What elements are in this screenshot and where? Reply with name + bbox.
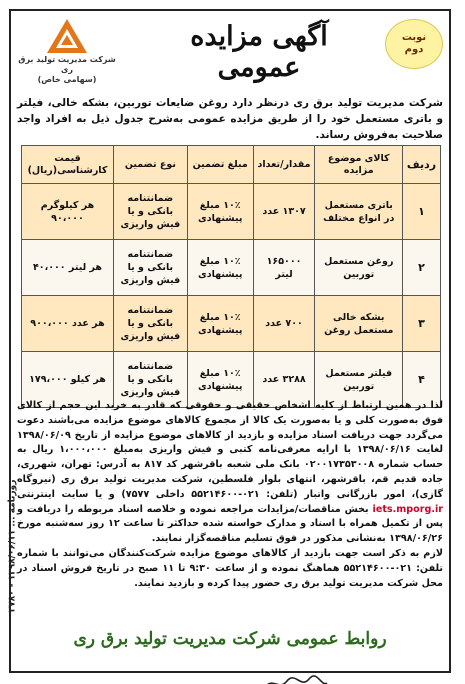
header-expert-price: قیمت کارشناسی(ریال) — [22, 146, 114, 184]
row-number: ۴ — [403, 352, 441, 408]
table-row — [22, 184, 441, 240]
round-badge-line2: دوم — [404, 44, 424, 55]
guarantee-amount: ۱۰٪ مبلغ پیشنهادی — [187, 184, 253, 240]
guarantee-type: ضمانتنامه بانکی و یا فیش واریزی — [113, 296, 187, 352]
table-header-row — [22, 146, 441, 184]
advertisement-frame — [9, 9, 451, 673]
newspaper-stamp-text: روزنامه ... ۱۳۹۸/۰۶/۱۱ - ۲۷۸۰ — [7, 479, 17, 613]
header-guarantee-amount: مبلغ تضمین — [187, 146, 253, 184]
row-number: ۳ — [403, 296, 441, 352]
item-title: بشکه خالی مستعمل روغن — [315, 296, 403, 352]
guarantee-type: ضمانتنامه بانکی و یا فیش واریزی — [113, 184, 187, 240]
handwritten-signature-icon — [261, 675, 331, 684]
guarantee-amount: ۱۰٪ مبلغ پیشنهادی — [187, 296, 253, 352]
guarantee-amount: ۱۰٪ مبلغ پیشنهادی — [187, 240, 253, 296]
logo-company-name: شرکت مدیریت تولید برق ری — [18, 55, 116, 74]
body-text — [17, 399, 443, 591]
expert-price: هر کیلوگرم ۹۰،۰۰۰ — [22, 184, 114, 240]
auction-items-table — [21, 145, 441, 408]
page-title: آگهی مزایده عمومی — [190, 21, 328, 83]
triangle-logo-icon — [45, 17, 89, 55]
footer-public-relations: روابط عمومی شرکت مدیریت تولید برق ری — [73, 629, 387, 649]
item-quantity: ۳۲۸۸ عدد — [253, 352, 315, 408]
item-quantity: ۷۰۰ عدد — [253, 296, 315, 352]
header — [11, 11, 449, 83]
round-badge-line1: نوبت — [401, 32, 427, 43]
table-row — [22, 296, 441, 352]
item-quantity: ۱۳۰۷ عدد — [253, 184, 315, 240]
round-badge — [385, 19, 443, 69]
item-title: باتری مستعمل در انواع مختلف — [315, 184, 403, 240]
table-row — [22, 240, 441, 296]
item-title: فیلتر مستعمل توربین — [315, 352, 403, 408]
header-item-title: کالای موضوع مزایده — [315, 146, 403, 184]
body-paragraph-1 — [17, 399, 443, 547]
item-title: روغن مستعمل توربین — [315, 240, 403, 296]
expert-price: هر کیلو ۱۷۹،۰۰۰ — [22, 352, 114, 408]
item-quantity: ۱۶۵۰۰۰ لیتر — [253, 240, 315, 296]
newspaper-stamp — [5, 431, 19, 661]
guarantee-amount: ۱۰٪ مبلغ پیشنهادی — [187, 352, 253, 408]
guarantee-type: ضمانتنامه بانکی و یا فیش واریزی — [113, 352, 187, 408]
body-paragraph-2: لازم به ذکر است جهت بازدید از کالاهای موضوع مزایده شرکت‌کنندگان می‌توانند با شماره تلفن: ۰۲۱-۵۵۲۱۴۶۰۰ هماهنگ نموده و از ساعت ۹:۳۰ تا ۱۱ صبح در تاریخ فروش اسناد در محل شرکت مدیریت تولید برق ری حضور پیدا کرده و بازدید نمایند. — [17, 547, 443, 589]
logo-company-type: (سهامی خاص) — [37, 75, 97, 84]
header-guarantee-type: نوع تضمین — [113, 146, 187, 184]
header-row-number: ردیف — [403, 146, 441, 184]
row-number: ۲ — [403, 240, 441, 296]
body-paragraph-1-continued: بخش مناقصات/مزایدات مراجعه نموده و خلاصه اسناد مربوطه را دریافت و پس از تکمیل همراه با اسناد و مدارک خواسته شده حداکثر تا ساعت ۱۲ روز سه‌شنبه مورخ ۱۳۹۸/۰۶/۲۶ به‌نشانی مذکور در فوق تسلیم مناقصه‌گزار نمایند. — [17, 503, 443, 545]
header-quantity: مقدار/تعداد — [253, 146, 315, 184]
row-number: ۱ — [403, 184, 441, 240]
body-paragraph-1-text: لذا در همین ارتباط از کلیه اشخاص حقیقی و حقوقی که قادر به خرید این حجم از کالای فوق به‌صورت کلی و یا به‌صورت یک کالا از مجموع کالاهای موضوع مزایده می‌باشند دعوت می‌گردد جهت دریافت اسناد مزایده و بازدید از کالاهای موضوع مزایده از تاریخ ۱۳۹۸/۰۶/۰۹ لغایت ۱۳۹۸/۰۶/۱۶ با ارایه معرفی‌نامه کتبی و فیش واریزی به‌مبلغ ۱،۰۰۰،۰۰۰ ریال به حساب شماره ۰۲۰۰۱۷۳۵۳۰۰۸ بانک ملی شعبه باقرشهر کد ۸۱۷ به آدرس: تهران، شهرری، جاده قدیم قم، باقرشهر، انتهای بلوار فلسطین، شرکت مدیریت تولید برق ری (نیروگاه گازی)، امور بازرگانی واتبار (تلفن: ۰۲۱-۵۵۲۱۴۶۰۰ داخلی ۷۵۷۷) و یا سایت اینترنتی — [17, 400, 443, 500]
guarantee-type: ضمانتنامه بانکی و یا فیش واریزی — [113, 240, 187, 296]
website-link[interactable]: iets.mporg.ir — [372, 503, 443, 515]
expert-price: هر لیتر ۴۰،۰۰۰ — [22, 240, 114, 296]
company-logo — [17, 17, 117, 84]
expert-price: هر عدد ۹۰۰،۰۰۰ — [22, 296, 114, 352]
intro-paragraph: شرکت مدیریت تولید برق ری درنظر دارد روغن ضایعات توربین، بشکه خالی، فیلتر و باتری مستعمل خود را از طریق مزایده عمومی به‌شرح جدول ذیل به افراد واجد صلاحیت به‌فروش رساند. — [17, 97, 443, 141]
